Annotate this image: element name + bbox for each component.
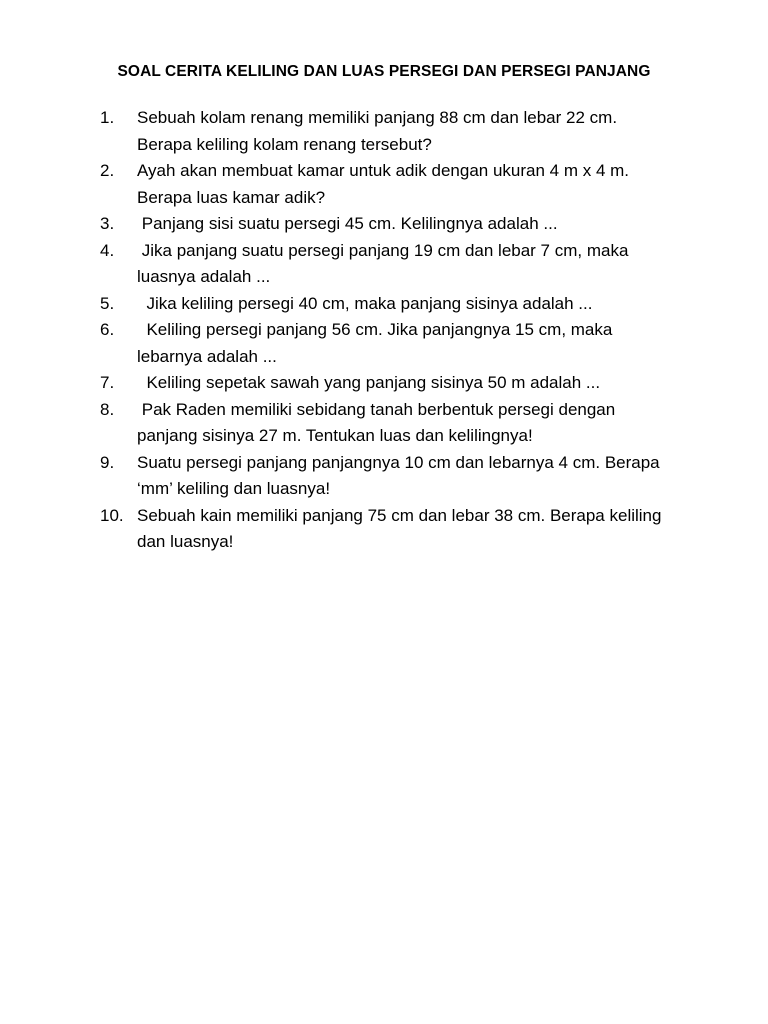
item-number: 5.	[100, 293, 115, 313]
list-item	[100, 450, 710, 503]
list-item	[100, 105, 710, 158]
list-item	[100, 158, 710, 211]
list-item	[100, 238, 710, 291]
item-text: Sebuah kain memiliki panjang 75 cm dan lebar 38 cm. Berapa keliling dan luasnya!	[137, 505, 662, 551]
document-title: SOAL CERITA KELILING DAN LUAS PERSEGI DAN PERSEGI PANJANG	[117, 63, 651, 80]
list-item	[100, 317, 710, 370]
item-number: 3.	[100, 214, 115, 233]
item-text: Keliling persegi panjang 56 cm. Jika panjangnya 15 cm, maka lebarnya adalah ...	[137, 320, 613, 366]
item-text: Suatu persegi panjang panjangnya 10 cm dan lebarnya 4 cm. Berapa ‘mm’ keliling dan luasnya!	[137, 452, 660, 498]
question-list	[100, 105, 710, 556]
item-text: Sebuah kolam renang memiliki panjang 88 cm dan lebar 22 cm. Berapa keliling kolam renang tersebut?	[137, 108, 618, 154]
list-item	[100, 211, 710, 238]
list-item	[100, 370, 710, 397]
item-text: Pak Raden memiliki sebidang tanah berbentuk persegi dengan panjang sisinya 27 m. Tentukan luas dan kelilingnya!	[137, 399, 616, 445]
item-text: Keliling sepetak sawah yang panjang sisinya 50 m adalah ...	[137, 373, 601, 392]
item-number: 2.	[100, 161, 115, 180]
item-number: 9.	[100, 452, 115, 472]
list-item	[100, 503, 710, 556]
item-number: 1.	[100, 108, 115, 127]
list-item	[100, 291, 710, 318]
item-text: Jika keliling persegi 40 cm, maka panjang sisinya adalah ...	[137, 293, 593, 313]
item-number: 4.	[100, 240, 115, 260]
item-text: Ayah akan membuat kamar untuk adik dengan ukuran 4 m x 4 m. Berapa luas kamar adik?	[137, 161, 630, 207]
item-text: Panjang sisi suatu persegi 45 cm. Kelilingnya adalah ...	[137, 214, 558, 233]
item-number: 7.	[100, 373, 115, 392]
item-number: 8.	[100, 399, 115, 419]
list-item	[100, 397, 710, 450]
item-number: 6.	[100, 320, 115, 339]
item-number: 10.	[100, 505, 124, 525]
item-text: Jika panjang suatu persegi panjang 19 cm dan lebar 7 cm, maka luasnya adalah ...	[137, 240, 629, 286]
